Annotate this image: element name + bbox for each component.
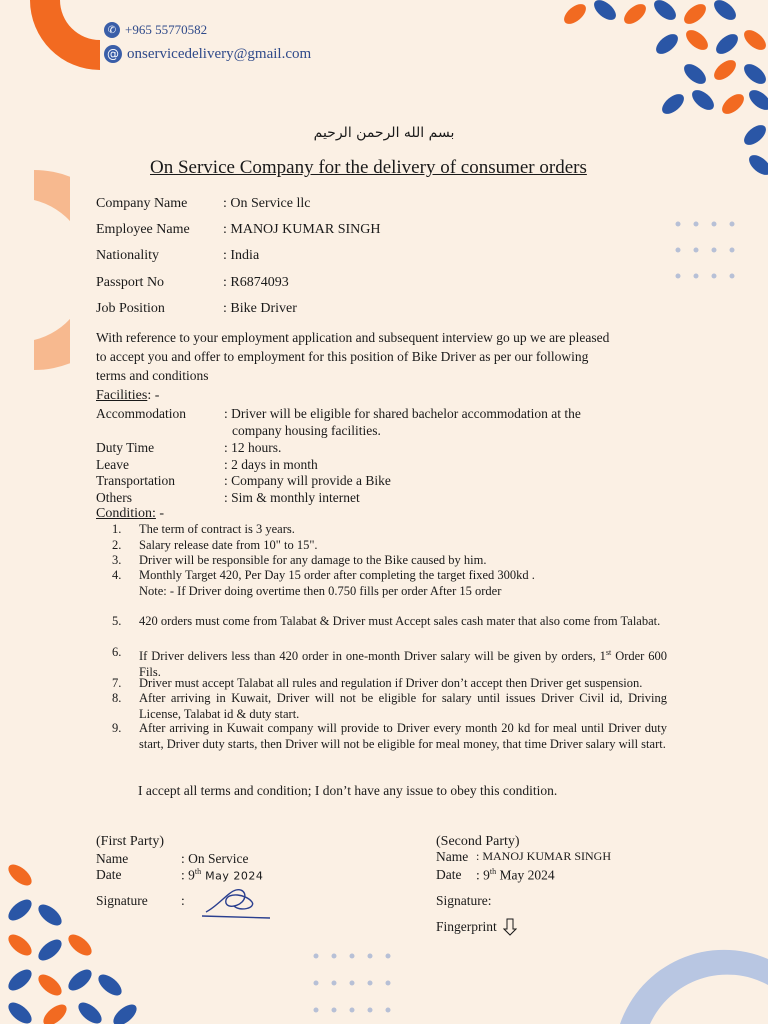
signature-scribble [198,882,276,922]
condition-text-b: Order 600 Fils. [139,649,667,679]
info-job-position [96,301,297,317]
dot-grid-bottom [308,948,408,1018]
facility-label: Transportation [96,473,176,488]
condition-item-3 [112,553,667,569]
first-party-name-label: Name [96,851,129,866]
condition-number: 3. [112,553,122,567]
arrow-down-icon [503,918,517,936]
second-party-name-label: Name [436,849,469,864]
date-month-year: May 2024 [496,867,555,883]
page-title: On Service Company for the delivery of consumer orders [150,157,587,178]
facility-label: Duty Time [96,440,155,455]
second-party-date-label: Date [436,867,462,882]
condition-item-7 [112,676,667,692]
facility-duty-time [96,439,609,456]
first-party-signature-colon: : [181,893,185,908]
condition-heading-text: Condition: [96,506,156,521]
info-label: Nationality [96,248,159,263]
condition-text: 420 orders must come from Talabat & Driver must Accept sales cash mater that also come from Talabat. [139,614,661,628]
condition-item-5 [112,614,667,630]
condition-text [139,568,667,599]
info-company-name [96,196,310,212]
phone-text: +965 55770582 [125,22,208,37]
date-day: : 9 [476,867,490,883]
second-party-heading: (Second Party) [436,834,520,849]
condition-item-4 [112,568,667,599]
first-party-date-label: Date [96,867,122,882]
condition-number: 8. [112,691,122,705]
date-day: : 9 [181,867,195,883]
facility-label: Accommodation [96,406,186,421]
condition-item-2 [112,538,667,554]
condition-number: 2. [112,538,122,552]
facility-value: : Company will provide a Bike [224,473,391,488]
facility-value-line1: : Driver will be eligible for shared bachelor accommodation at the [224,406,581,421]
at-icon: @ [104,45,122,63]
facility-transportation [96,472,609,489]
fingerprint-label: Fingerprint [436,919,497,934]
info-employee-name [96,222,381,238]
first-party-name-value: : On Service [181,851,249,866]
info-value: : R6874093 [223,275,289,290]
first-party-signature-row [96,893,185,909]
second-party-fingerprint-row [436,918,517,936]
second-party-name-row [436,849,611,865]
second-party-date-value [476,867,555,884]
condition-text: After arriving in Kuwait, Driver will not be eligible for salary until issues Driver Civil id, Driving License, Talabat id & duty start. [139,691,667,721]
condition-item-1 [112,522,667,538]
condition-heading-suffix: - [155,506,165,521]
condition-text-a: If Driver delivers less than 420 order in one-month Driver salary will be given by orders, 1 [139,649,606,664]
second-party-date-row [436,867,555,884]
second-party-name-value: : MANOJ KUMAR SINGH [476,849,612,863]
condition-item-9 [112,721,667,752]
condition-number: 4. [112,568,122,582]
first-party-signature-label: Signature [96,893,148,908]
info-label: Company Name [96,196,188,211]
info-value: : Bike Driver [223,301,297,316]
condition-text [139,645,667,680]
condition-text: After arriving in Kuwait company will provide to Driver every month 20 kd for meal until Driver duty start, Driver duty starts, then Driver will not be eligible for meal money, that time Driver salary will start. [139,721,667,751]
facility-value: : 12 hours. [224,440,282,455]
facility-accommodation [96,405,609,439]
condition-item-8 [112,691,667,722]
info-label: Job Position [96,301,165,316]
facility-others [96,489,609,506]
dot-grid-right [672,218,768,284]
first-party-heading: (First Party) [96,834,165,849]
date-month-year: May 2024 [201,869,264,883]
info-value: : MANOJ KUMAR SINGH [223,222,381,237]
orange-arc-top-left [0,0,110,75]
condition-number: 6. [112,645,122,659]
facilities-heading-suffix: : - [147,388,160,403]
whatsapp-icon: ✆ [104,22,120,38]
contact-email [104,45,311,63]
condition-number: 7. [112,676,122,690]
condition-text: Salary release date from 10" to 15". [139,538,318,552]
info-passport-no [96,275,289,291]
acceptance-statement: I accept all terms and condition; I don’t have any issue to obey this condition. [138,783,558,798]
condition-number: 1. [112,522,122,536]
date-sup: th [489,867,497,876]
condition-text: Driver will be responsible for any damage to the Bike caused by him. [139,553,487,567]
intro-paragraph: With reference to your employment application and subsequent interview go up we are pleased to accept you and offer to employment for this position of Bike Driver as per our following terms and conditions [96,330,610,383]
second-party-signature-row [436,893,492,909]
condition-text: Driver must accept Talabat all rules and regulation if Driver don’t accept then Driver get suspension. [139,676,643,690]
blue-arc-bottom-right [620,945,768,1024]
condition-item-6 [112,645,667,680]
info-nationality [96,248,259,264]
condition-number: 9. [112,721,122,735]
facility-value: : 2 days in month [224,457,318,472]
petal-pattern-top-right [555,0,768,190]
first-party-name-row [96,851,248,867]
facilities-heading-text: Facilities [96,388,148,403]
email-text: onservicedelivery@gmail.com [127,45,312,62]
peach-arc-left [0,160,70,380]
condition-heading [96,506,164,522]
facilities-heading [96,388,159,404]
info-label: Passport No [96,275,165,290]
bismillah: بسم الله الرحمن الرحيم [313,125,455,141]
facility-leave [96,456,609,473]
second-party-signature-label: Signature: [436,893,492,908]
info-label: Employee Name [96,222,190,237]
facility-label: Others [96,490,132,505]
facility-value: : Sim & monthly internet [224,490,360,505]
date-sup: th [194,867,202,876]
condition-sup: st [605,648,612,657]
condition-text-main: Monthly Target 420, Per Day 15 order after completing the target fixed 300kd . [139,568,535,582]
info-value: : On Service llc [223,196,311,211]
facility-value-line2: company housing facilities. [232,423,381,438]
facility-label: Leave [96,457,129,472]
condition-number: 5. [112,614,122,628]
contact-phone [104,22,207,38]
condition-note: Note: - If Driver doing overtime then 0.750 fills per order After 15 order [139,583,502,598]
facility-value [224,405,609,439]
condition-text: The term of contract is 3 years. [139,522,295,536]
info-value: : India [223,248,260,263]
